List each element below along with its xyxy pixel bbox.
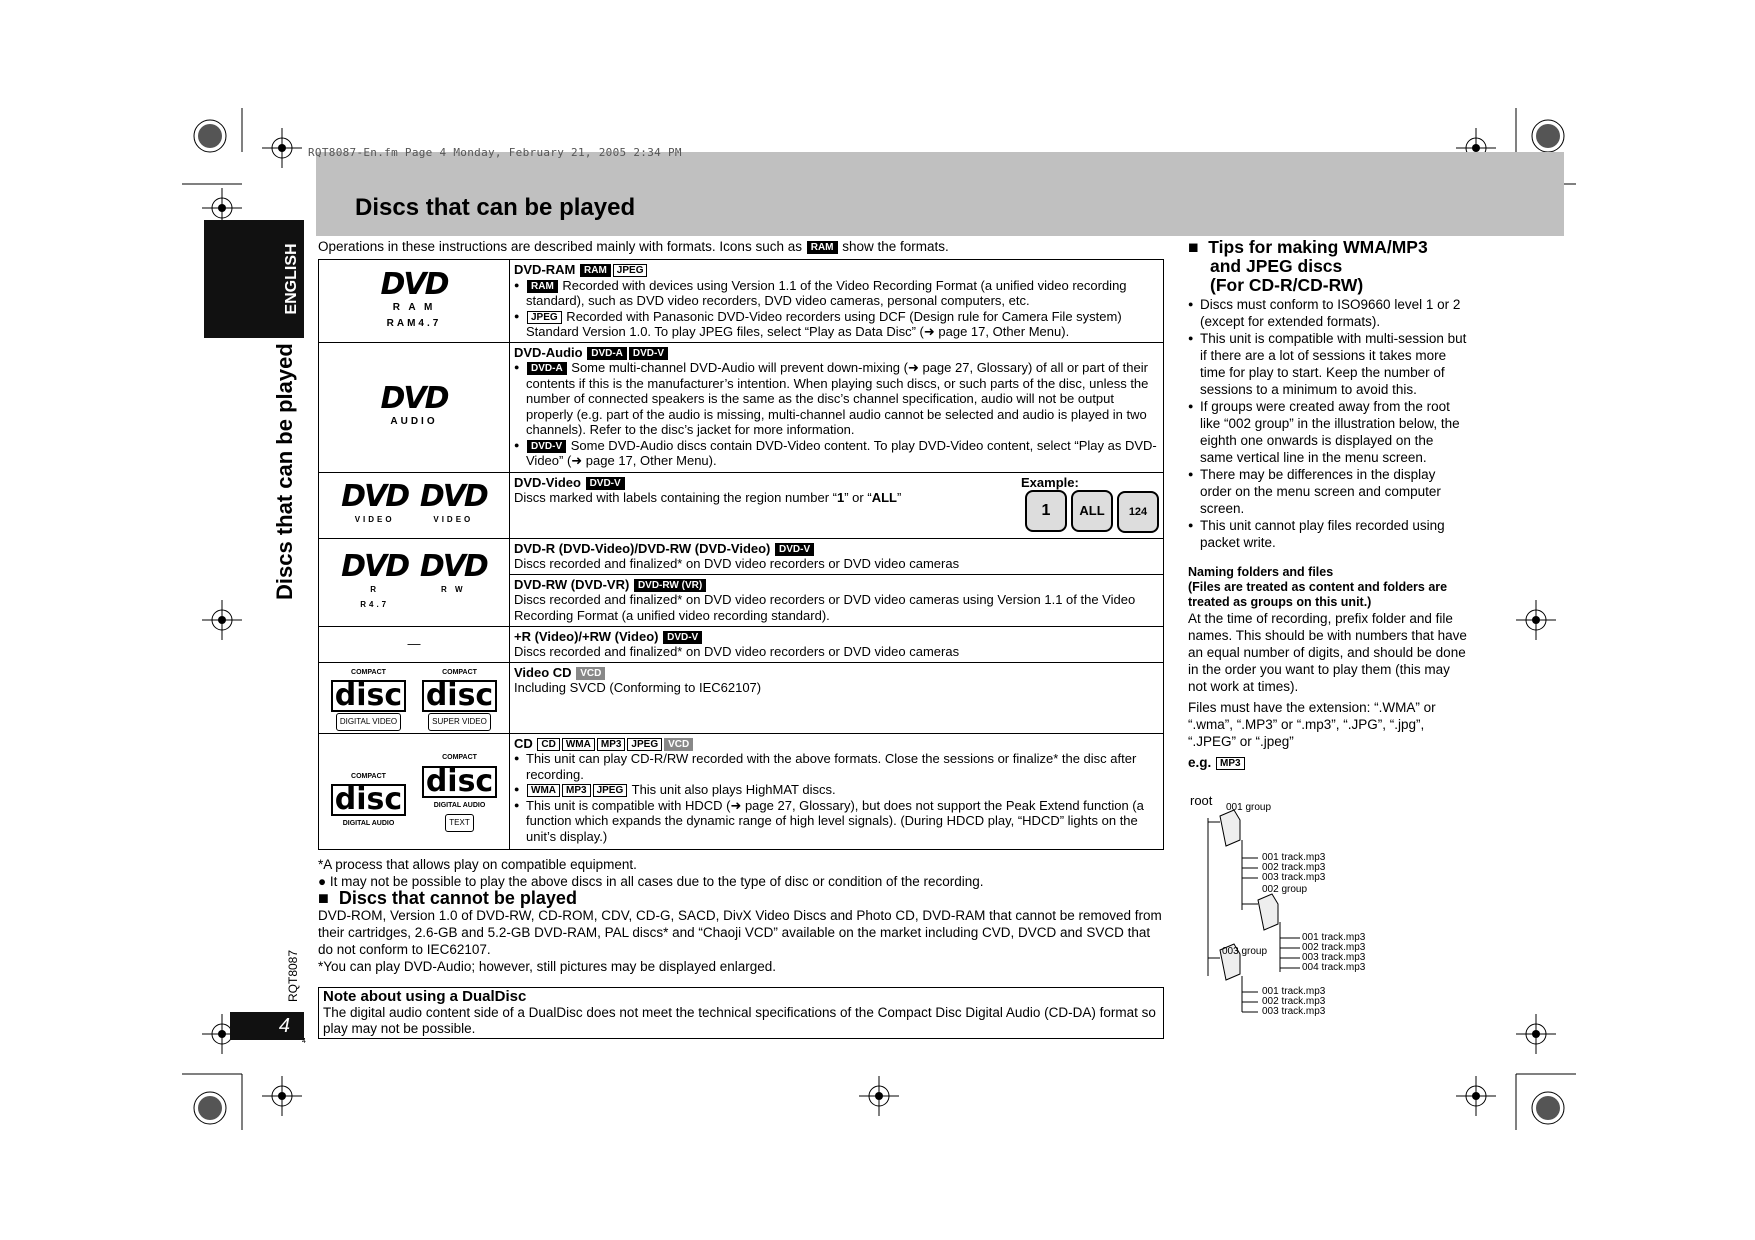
row-title: DVD-Video [514, 474, 581, 490]
folder-icon [1258, 894, 1278, 930]
tips-title-line: Tips for making WMA/MP3 [1208, 237, 1428, 257]
region-all-icon: ALL [1071, 490, 1113, 532]
note-text: The digital audio content side of a DualDisc does not meet the technical specifications of the Compact Disc Digital Audio (CD-DA) format so play may not be possible. [323, 1005, 1156, 1036]
row-title: DVD-Audio [514, 344, 583, 360]
language-tab-label: ENGLISH [283, 243, 300, 315]
text: Discs marked with labels containing the region number “ [514, 490, 837, 505]
plus-r-logo: — [319, 626, 510, 662]
format-badge: DVD-V [629, 347, 668, 360]
disc-table [318, 259, 1164, 850]
tree-file: 002 track.mp3 [1302, 942, 1366, 953]
footnote: ● It may not be possible to play the above discs in all cases due to the type of disc or condition of the recording. [318, 874, 984, 889]
subheading: Naming folders and files [1188, 565, 1334, 579]
bullet-text: This unit is compatible with HDCD (➜ page 27, Glossary), but does not support the Peak Extend function (a function which expands the dynamic range of high level signals). (During HDCD play, “HDCD” lights on the unit’s display.) [526, 797, 1144, 844]
dvd-video-logo [319, 472, 510, 538]
table-row [319, 662, 1164, 733]
logo-text: SUPER VIDEO [428, 713, 491, 731]
list-item [526, 798, 1159, 845]
tree-file: 002 track.mp3 [1262, 996, 1326, 1007]
dvd-rw-vr-desc [510, 574, 1164, 626]
logo-text: DIGITAL AUDIO [342, 820, 395, 828]
format-badge: JPEG [613, 264, 648, 277]
tree-file: 001 track.mp3 [1302, 932, 1366, 943]
row-title: DVD-RAM [514, 262, 576, 277]
intro-before: Operations in these instructions are described mainly with formats. Icons such as [318, 239, 806, 254]
list-item [526, 309, 1159, 340]
page-title: Discs that can be played [355, 194, 636, 221]
ram-icon: RAM [807, 241, 838, 254]
text: Discs recorded and finalized* on DVD video recorders or DVD video cameras [514, 556, 960, 571]
cd-desc [510, 733, 1164, 849]
format-badge: DVD-V [527, 440, 566, 453]
text: ” or “ [844, 490, 872, 505]
list-item: ● This unit cannot play files recorded using packet write. [1200, 517, 1470, 551]
bullet-text: This unit can play CD-R/RW recorded with the above formats. Close the sessions or finalize* the disc after recording. [526, 751, 1137, 782]
plus-r-desc [510, 626, 1164, 662]
format-badge: WMA [527, 784, 560, 797]
text: ” [896, 490, 902, 505]
dvd-logo-icon: DVD [341, 479, 409, 515]
tree-file: 001 track.mp3 [1262, 852, 1326, 863]
format-badge: RAM [527, 280, 558, 293]
table-row [319, 538, 1164, 574]
tips-title-line: (For CD-R/CD-RW) [1210, 275, 1364, 295]
row-title: CD [514, 735, 533, 751]
row-title: DVD-RW (DVD-VR) [514, 576, 630, 592]
dvd-video-desc [510, 472, 1164, 538]
page-small: 4 [302, 1038, 306, 1045]
dvd-ram-logo [319, 260, 510, 343]
list-item [526, 278, 1159, 309]
tree-file: 003 track.mp3 [1302, 952, 1366, 963]
logo-text: COMPACT [442, 754, 477, 762]
video-cd-desc [510, 662, 1164, 733]
list-item [526, 782, 1159, 798]
format-badge: MP3 [1216, 757, 1245, 770]
format-badge: JPEG [593, 784, 628, 797]
video-cd-logo [319, 662, 510, 733]
paragraph: At the time of recording, prefix folder and file names. This should be with numbers that have an equal number of digits, and should be done in the order you want to play them (this may not work at times). [1188, 611, 1467, 694]
dvd-r-desc [510, 538, 1164, 574]
example-label: Example: [1021, 474, 1079, 490]
text: Discs recorded and finalized* on DVD video recorders or DVD video cameras [514, 644, 960, 659]
tips-title-line: and JPEG discs [1210, 256, 1343, 276]
intro-text [318, 239, 949, 254]
tree-group: 001 group [1226, 802, 1272, 813]
logo-sub: R [370, 584, 380, 594]
fm-info: RQT8087-En.fm Page 4 Monday, February 21, 2005 2:34 PM [308, 146, 682, 159]
format-badge: MP3 [562, 784, 591, 797]
section-heading: ■ Discs that cannot be played [318, 888, 577, 908]
compact-disc-icon [331, 665, 406, 731]
side-section-title: Discs that can be played [272, 343, 297, 600]
compact-disc-icon [422, 750, 497, 832]
format-badge: DVD-A [587, 347, 627, 360]
table-row [319, 626, 1164, 662]
dvd-logo-icon: DVD [419, 479, 487, 515]
format-badge: JPEG [627, 738, 662, 751]
table-row [319, 260, 1164, 343]
dvd-audio-desc [510, 342, 1164, 472]
row-title: Video CD [514, 664, 572, 680]
table-row [319, 342, 1164, 472]
logo-text: disc [331, 784, 406, 816]
logo-text: disc [422, 766, 497, 798]
footnote: *A process that allows play on compatible equipment. [318, 857, 637, 872]
logo-text: disc [331, 680, 406, 712]
format-badge: RAM [580, 264, 611, 277]
list-item: ● Discs must conform to ISO9660 level 1 or 2 (except for extended formats). [1200, 296, 1470, 330]
format-badge: MP3 [597, 738, 626, 751]
text: Including SVCD (Conforming to IEC62107) [514, 680, 762, 695]
compact-disc-icon [422, 665, 497, 731]
logo-sub: RAM4.7 [386, 317, 442, 329]
dvd-logo-icon: DVD [419, 548, 487, 584]
logo-sub: R4.7 [360, 600, 390, 609]
list-item [526, 751, 1159, 782]
list-item: ● If groups were created away from the root like “002 group” in the illustration below, the eighth one onwards is displayed on the same vertical line in the menu screen. [1200, 398, 1470, 466]
bullet-text: Some multi-channel DVD-Audio will prevent down-mixing (➜ page 27, Glossary) of all or part of their contents if this is the manufacturer’s intention. When playing such discs, or such parts of the disc, unless the number of connected speakers is the same as the disc’s channel specification, audio will not be output properly (e.g. part of the audio is missing, multi-channel audio cannot be selected and audio is played in two channels). Refer to the disc’s jacket for more information. [526, 360, 1149, 437]
logo-sub: AUDIO [390, 416, 438, 428]
intro-after: show the formats. [838, 239, 949, 254]
logo-text: COMPACT [351, 668, 386, 676]
logo-sub: VIDEO [354, 515, 395, 525]
table-row [319, 733, 1164, 849]
text: Discs recorded and finalized* on DVD video recorders or DVD video cameras using Version 1.1 of the Video Recording Format (a unified video recording standard). [514, 592, 1136, 623]
paragraph: DVD-ROM, Version 1.0 of DVD-RW, CD-ROM, CDV, CD-G, SACD, DivX Video Discs and Photo CD, DVD-RAM that cannot be removed from their cartridges, 2.6-GB and 5.2-GB DVD-RAM, PAL discs* and “Chaoji VCD” available on the market including CVD, DVCD and SVCD that do not conform to IEC62107. [318, 908, 1162, 957]
logo-text: TEXT [445, 814, 473, 832]
tree-root: root [1190, 793, 1213, 808]
bullet-text: Recorded with Panasonic DVD-Video recorders using DCF (Design rule for Camera File system) Standard Version 1.0. To play JPEG files, select “Play as Data Disc” (➜ page 17, Other Menu). [526, 308, 1122, 339]
logo-text: COMPACT [351, 772, 386, 780]
format-badge: DVD-V [775, 543, 814, 556]
bullet-text: Recorded with devices using Version 1.1 of the Video Recording Format (a unified video recording standard), such as DVD video recorders, DVD video cameras, personal computers, etc. [526, 277, 1127, 308]
tips-heading: ■ Tips for making WMA/MP3 and JPEG discs (For CD-R/CD-RW) [1188, 238, 1470, 295]
doc-code: RQT8087 [286, 949, 300, 1002]
paragraph: Files must have the extension: “.WMA” or “.wma”, “.MP3” or “.mp3”, “.JPG”, “.jpg”, “.JPEG” or “.jpeg” [1188, 700, 1436, 749]
tree-file: 002 track.mp3 [1262, 862, 1326, 873]
row-title: +R (Video)/+RW (Video) [514, 628, 659, 644]
tree-file: 003 track.mp3 [1262, 872, 1326, 883]
format-badge: CD [537, 738, 559, 751]
list-item: ● There may be differences in the display order on the menu screen and computer screen. [1200, 466, 1470, 517]
dvd-audio-logo [319, 342, 510, 472]
text: 1 [837, 490, 845, 505]
eg-label: e.g. [1188, 755, 1212, 770]
subheading: (Files are treated as content and folders are treated as groups on this unit.) [1188, 580, 1448, 609]
tree-group: 003 group [1222, 946, 1268, 957]
format-badge: DVD-A [527, 362, 567, 375]
tree-file: 001 track.mp3 [1262, 986, 1326, 997]
note-title: Note about using a DualDisc [323, 988, 527, 1005]
list-item [526, 360, 1159, 438]
folder-icon [1220, 810, 1240, 846]
list-item: ● This unit is compatible with multi-session but if there are a lot of sessions it takes more time for play to start. Keep the number of sessions to a minimum to avoid this. [1200, 330, 1470, 398]
format-badge: JPEG [527, 311, 562, 324]
dvd-logo-icon: DVD [341, 548, 409, 584]
footnotes [318, 856, 1168, 975]
tree-file: 003 track.mp3 [1262, 1006, 1326, 1017]
format-badge: DVD-V [663, 631, 702, 644]
section-heading-text: Discs that cannot be played [338, 888, 577, 908]
tree-file: 004 track.mp3 [1302, 962, 1366, 973]
format-badge: DVD-RW (VR) [634, 579, 706, 592]
cd-logo [319, 733, 510, 849]
text: ALL [871, 490, 897, 505]
dvd-logo-icon: DVD [380, 267, 448, 303]
page-number: 4 [230, 1012, 304, 1040]
footnote: *You can play DVD-Audio; however, still pictures may be displayed enlarged. [318, 959, 777, 974]
format-badge: VCD [576, 667, 605, 680]
format-badge: VCD [664, 738, 693, 751]
logo-sub: VIDEO [433, 515, 474, 525]
tips-column [1188, 238, 1470, 771]
logo-text: DIGITAL AUDIO [433, 801, 486, 809]
dvd-r-rw-logo [319, 538, 510, 626]
format-badge: DVD-V [586, 477, 625, 490]
footnote-text: It may not be possible to play the above discs in all cases due to the type of disc or condition of the recording. [329, 874, 984, 889]
logo-text: disc [422, 680, 497, 712]
logo-text: COMPACT [442, 668, 477, 676]
region-124-icon: 124 [1117, 491, 1159, 533]
logo-sub: R W [441, 584, 466, 594]
row-title: DVD-R (DVD-Video)/DVD-RW (DVD-Video) [514, 540, 771, 556]
dvd-logo-icon: DVD [380, 381, 448, 417]
list-item [526, 438, 1159, 469]
dualdisc-note [318, 987, 1164, 1039]
logo-sub: R A M [392, 302, 436, 314]
logo-text: DIGITAL VIDEO [336, 713, 401, 731]
dvd-ram-desc [510, 260, 1164, 343]
bullet-text: This unit also plays HighMAT discs. [628, 782, 836, 797]
region-1-icon: 1 [1025, 490, 1067, 532]
bullet-text: Some DVD-Audio discs contain DVD-Video content. To play DVD-Video content, select “Play as DVD-Video” (➜ page 17, Other Menu). [526, 437, 1157, 468]
tree-group: 002 group [1262, 884, 1308, 895]
format-badge: WMA [562, 738, 595, 751]
compact-disc-icon [331, 769, 406, 832]
table-row [319, 472, 1164, 538]
